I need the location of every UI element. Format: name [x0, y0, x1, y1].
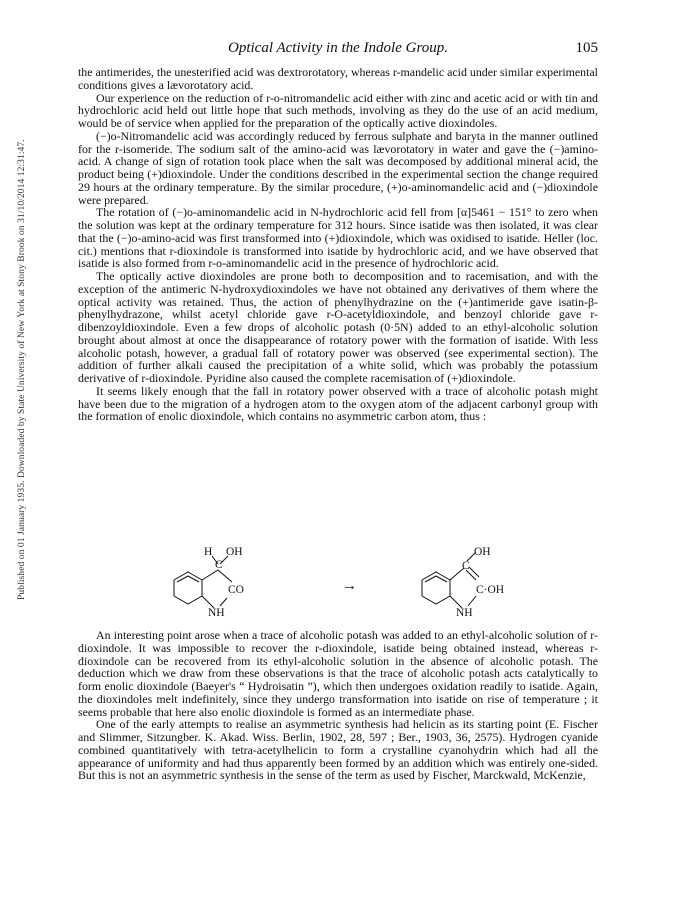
benzene-ring-left — [174, 572, 202, 604]
running-title: Optical Activity in the Indole Group. — [228, 40, 448, 56]
paragraph: the antimerides, the unesterified acid was dextrorotatory, whereas r-mandelic acid under similar experimental conditions gives a lævorotatory acid. — [78, 65, 598, 92]
label-coh: C·OH — [476, 584, 505, 596]
page-number: 105 — [575, 40, 598, 56]
running-header — [78, 40, 598, 60]
download-watermark — [2, 60, 27, 600]
paragraph: The rotation of (−)o-aminomandelic acid in N-hydrochloric acid fell from [α]5461 − 151° to zero when the solution was kept at the ordinary temperature for 312 hours. Since isatide was then isolated, it was clear that the (−)o-amino-acid was first transformed into (+)dioxindole, which was oxidised to isatide. Heller (loc. cit.) mentions that r-dioxindole is transformed into isatide by hydrochloric acid, and we have observed that isatide is also formed from r-o-aminomandelic acid in the presence of hydrochloric acid. — [78, 205, 598, 271]
paragraph: Our experience on the reduction of r-o-nitromandelic acid either with zinc and acetic acid or with tin and hydrochloric acid held out little hope that such methods, involving as they do the use of an acid medium, would be of service when applied for the preparation of the optically active dioxindoles. — [78, 90, 598, 130]
label-oh: OH — [226, 546, 243, 558]
double-bond — [469, 567, 479, 577]
label-h: H — [204, 546, 213, 558]
paragraph: (−)o-Nitromandelic acid was accordingly reduced by ferrous sulphate and baryta in the manner outlined for the r-isomeride. The sodium salt of the amino-acid was lævorotatory in water and gave the (−)amino-acid. A change of sign of rotation took place when the salt was decomposed by additional mineral acid, the product being (+)dioxindole. Under the conditions described in the experimental section the change required 29 hours at the ordinary temperature. By the similar procedure, (+)o-aminomandelic acid and (−)dioxindole were prepared. — [78, 128, 598, 207]
ring-bond — [220, 598, 227, 606]
label-c: C — [215, 559, 223, 571]
paragraph: It seems likely enough that the fall in rotatory power observed with a trace of alcoholic potash might have been due to the migration of a hydrogen atom to the oxygen atom of the adjacent carbonyl group with the formation of enolic dioxindole, which contains no asymmetric carbon atom, thus : — [78, 383, 598, 424]
reaction-arrow: → — [342, 578, 357, 594]
paragraph: The optically active dioxindoles are prone both to decomposition and to racemisation, and with the exception of the antimeric N-hydroxydioxindoles we have not obtained any derivatives of them where the optical activity was retained. Thus, the action of phenylhydrazine on the (+)antimeride gave isatin-β-phenylhydrazone, whilst acetyl chloride gave r-O-acetyldioxindole, and benzoyl chloride gave r-dibenzoyldioxindole. Even a few drops of alcoholic potash (0·5N) added to an ethyl-alcoholic solution brought about almost at once the disappearance of rotatory power with the formation of isatide. With less alcoholic potash, however, a gradual fall of rotatory power was observed (see experimental section). The addition of further alkali caused the precipitation of a white solid, which was probably the potassium derivative of r-dioxindole. Pyridine also caused the complete racemisation of (+)dioxindole. — [78, 269, 598, 385]
structural-formula — [78, 546, 598, 624]
ring-bond — [468, 596, 476, 606]
label-oh: OH — [474, 546, 491, 558]
paragraph: One of the early attempts to realise an asymmetric synthesis had helicin as its starting point (E. Fischer and Slimmer, Sitzungber. K. Akad. Wiss. Berlin, 1902, 28, 597 ; Ber., 1903, 36, 2575). Hydrogen cyanide combined quantitatively with tetra-acetylhelicin to form a crystalline cyanohydrin which had all the appearance of uniformity and had thus apparently been formed by an addition which was entirely one-sided. But this is not an asymmetric synthesis in the sense of the term as used by Fischer, Marckwald, McKenzie, — [78, 717, 598, 783]
label-nh: NH — [456, 607, 473, 619]
formula-drawing — [78, 546, 598, 624]
label-co: CO — [228, 584, 244, 596]
body-text-upper — [78, 66, 598, 423]
label-nh: NH — [208, 607, 225, 619]
body-text-lower — [78, 629, 598, 782]
label-c: C — [462, 560, 470, 572]
ring-bond — [202, 570, 232, 582]
paragraph: An interesting point arose when a trace of alcoholic potash was added to an ethyl-alcoholic solution of r-dioxindole. It was impossible to recover the r-dioxindole, isatide being obtained instead, whereas r-dioxindole can be recovered from its ethyl-alcoholic solution in the absence of alcoholic potash. The deduction which we draw from these observations is that the trace of alcoholic potash acts catalytically to form enolic dioxindole (Baeyer's “ Hydroisatin ”), which then undergoes oxidation readily to isatide. Again, the dioxindoles melt indefinitely, since they undergo transformation into isatide on rise of temperature ; it seems probable that here also enolic dioxindole is formed as an intermediate phase. — [78, 628, 598, 719]
watermark-text: Published on 01 January 1935. Downloaded by State University of New York at Stony Brook on 31/10/2014 12:31:47. — [16, 139, 27, 600]
benzene-ring-right — [422, 572, 450, 604]
